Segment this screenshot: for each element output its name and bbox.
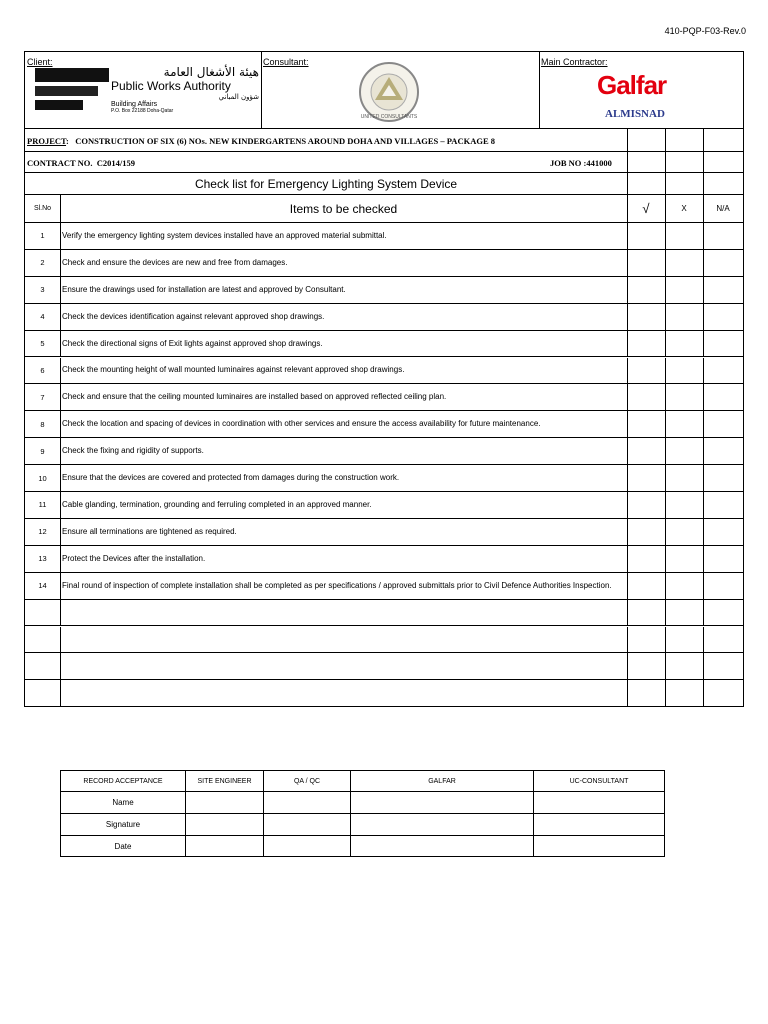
item-number: 6 (40, 365, 45, 375)
check-cell[interactable] (627, 600, 665, 626)
na-cell[interactable] (703, 250, 743, 276)
checklist-row (25, 250, 743, 277)
item-text: Ensure all terminations are tightened as required. (62, 526, 237, 536)
united-consultants-logo (343, 60, 435, 124)
signoff-cell[interactable] (534, 792, 665, 814)
check-cell[interactable] (627, 492, 665, 518)
item-text: Check and ensure the devices are new and free from damages. (62, 257, 288, 267)
column-header-row (25, 195, 743, 223)
check-cell[interactable] (627, 358, 665, 384)
na-cell[interactable] (703, 384, 743, 410)
project-label: PROJECT (27, 136, 67, 146)
na-cell[interactable] (703, 331, 743, 357)
item-number (25, 600, 60, 626)
checklist-row (25, 384, 743, 411)
x-cell[interactable] (665, 653, 703, 679)
checklist-row (25, 492, 743, 519)
item-text: Check the fixing and rigidity of supports. (62, 446, 204, 456)
signoff-cell[interactable] (534, 814, 665, 836)
na-cell[interactable] (703, 411, 743, 437)
signoff-cell[interactable] (534, 836, 665, 857)
client-label: Client: (27, 57, 53, 67)
item-text: Check the mounting height of wall mounted luminaires against relevant approved shop drawings. (62, 365, 405, 375)
header-row (25, 52, 743, 129)
na-cell[interactable] (703, 680, 743, 707)
na-cell[interactable] (703, 653, 743, 679)
x-cell[interactable] (665, 384, 703, 410)
col-check-icon: √ (642, 201, 650, 216)
na-cell[interactable] (703, 492, 743, 518)
item-number: 5 (40, 339, 45, 349)
check-cell[interactable] (627, 573, 665, 599)
x-cell[interactable] (665, 331, 703, 357)
project-row (25, 129, 743, 152)
x-cell[interactable] (665, 519, 703, 545)
item-text: Final round of inspection of complete installation shall be completed as per specifications / approved submittals prior to Civil Defence Authorities Inspection. (62, 580, 612, 590)
item-text: Ensure the drawings used for installation are latest and approved by Consultant. (62, 284, 346, 294)
signoff-cell[interactable] (351, 814, 534, 836)
checklist-row (25, 438, 743, 465)
na-cell[interactable] (703, 600, 743, 626)
checklist-row (25, 411, 743, 438)
contract-row (25, 152, 743, 173)
item-number: 7 (40, 392, 45, 402)
item-text (60, 627, 627, 653)
signoff-cell[interactable] (186, 792, 264, 814)
signoff-cell[interactable] (351, 836, 534, 857)
item-text: Check the location and spacing of devices in coordination with other services and ensure the access availability for future maintenance. (62, 419, 541, 429)
item-number: 2 (40, 258, 45, 268)
checklist-row (25, 277, 743, 304)
col-items: Items to be checked (289, 201, 398, 216)
check-cell[interactable] (627, 680, 665, 707)
check-cell[interactable] (627, 653, 665, 679)
signoff-header: UC-CONSULTANT (534, 771, 665, 792)
item-number: 12 (38, 527, 47, 537)
x-cell[interactable] (665, 438, 703, 464)
item-text: Check the directional signs of Exit lights against approved shop drawings. (62, 338, 323, 348)
checklist-row (25, 465, 743, 492)
x-cell[interactable] (665, 627, 703, 653)
x-cell[interactable] (665, 358, 703, 384)
col-na: N/A (716, 204, 730, 213)
document-reference: 410-PQP-F03-Rev.0 (664, 26, 746, 36)
x-cell[interactable] (665, 304, 703, 330)
item-number: 3 (40, 285, 45, 295)
x-cell[interactable] (665, 250, 703, 276)
na-cell[interactable] (703, 519, 743, 545)
almisnad-label: ALMISNAD (605, 108, 665, 120)
contract-no: C2014/159 (96, 158, 135, 168)
item-number: 10 (38, 473, 47, 483)
pwa-arabic-sub: شؤون المباني (218, 93, 259, 101)
na-cell[interactable] (703, 465, 743, 491)
signoff-table (60, 770, 665, 857)
project-line: PROJECT: CONSTRUCTION OF SIX (6) NOs. NEW KINDERGARTENS AROUND DOHA AND VILLAGES – PACKAGE 8 (27, 136, 495, 146)
checklist-row (25, 600, 743, 627)
item-number: 11 (38, 500, 47, 510)
checklist-form (24, 51, 744, 707)
na-cell[interactable] (703, 627, 743, 653)
check-cell[interactable] (627, 331, 665, 357)
signoff-header: SITE ENGINEER (186, 771, 264, 792)
checklist-row (25, 331, 743, 358)
checklist-row (25, 304, 743, 331)
signoff-row-date (61, 836, 665, 857)
checklist-row (25, 358, 743, 385)
item-number: 8 (40, 419, 45, 429)
pwa-name: Public Works Authority (111, 79, 231, 93)
consultant-label: Consultant: (263, 57, 309, 67)
item-number (25, 680, 60, 707)
item-text: Cable glanding, termination, grounding and ferruling completed in an approved manner. (62, 499, 372, 509)
galfar-logo: Galfar (597, 70, 667, 100)
item-text: Check and ensure that the ceiling mounted luminaires are installed based on approved reflected ceiling plan. (62, 392, 447, 402)
check-cell[interactable] (627, 411, 665, 437)
na-cell[interactable] (703, 546, 743, 572)
signoff-cell[interactable] (351, 792, 534, 814)
signoff-row-name (61, 792, 665, 814)
pwa-dept: Building Affairs (111, 101, 158, 108)
check-cell[interactable] (627, 223, 665, 249)
contract-line (27, 158, 135, 168)
na-cell[interactable] (703, 277, 743, 303)
item-number: 1 (40, 231, 45, 241)
job-no: 441000 (586, 158, 612, 168)
na-cell[interactable] (703, 358, 743, 384)
signoff-cell[interactable] (264, 792, 351, 814)
checklist-title: Check list for Emergency Lighting System Device (194, 177, 458, 191)
item-text: Verify the emergency lighting system devices installed have an approved material submittal. (62, 230, 387, 240)
title-row (25, 173, 743, 195)
job-label: JOB NO : (550, 158, 587, 168)
item-number: 4 (40, 312, 45, 322)
check-cell[interactable] (627, 546, 665, 572)
checklist-row (25, 546, 743, 573)
check-cell[interactable] (627, 384, 665, 410)
checklist-row (25, 223, 743, 250)
signoff-header: GALFAR (351, 771, 534, 792)
project-value: CONSTRUCTION OF SIX (6) NOs. NEW KINDERGARTENS AROUND DOHA AND VILLAGES – PACKAGE 8 (75, 136, 495, 146)
col-x: X (681, 204, 687, 213)
check-cell[interactable] (627, 627, 665, 653)
signoff-row-label: Date (61, 836, 186, 857)
item-text (60, 653, 627, 679)
item-number (25, 653, 60, 679)
signoff-cell[interactable] (186, 814, 264, 836)
check-cell[interactable] (627, 304, 665, 330)
contractor-label: Main Contractor: (541, 57, 608, 67)
job-line (550, 158, 612, 168)
na-cell[interactable] (703, 304, 743, 330)
check-cell[interactable] (627, 438, 665, 464)
item-text: Check the devices identification against relevant approved shop drawings. (62, 311, 325, 321)
check-cell[interactable] (627, 250, 665, 276)
x-cell[interactable] (665, 492, 703, 518)
signoff-header: QA / QC (264, 771, 351, 792)
pwa-arabic: هيئة الأشغال العامة (163, 65, 259, 79)
contract-label: CONTRACT NO. (27, 158, 93, 168)
signoff-row-label: Signature (61, 814, 186, 836)
x-cell[interactable] (665, 411, 703, 437)
x-cell[interactable] (665, 465, 703, 491)
signoff-row-signature (61, 814, 665, 836)
signoff-row-label: Name (61, 792, 186, 814)
na-cell[interactable] (703, 573, 743, 599)
redacted-block (35, 68, 109, 110)
check-cell[interactable] (627, 277, 665, 303)
signoff-cell[interactable] (264, 814, 351, 836)
item-number: 9 (40, 446, 45, 456)
x-cell[interactable] (665, 277, 703, 303)
checklist-row (25, 680, 743, 707)
col-sl-no: Sl.No (33, 205, 52, 212)
signoff-header: RECORD ACCEPTANCE (61, 771, 186, 792)
x-cell[interactable] (665, 546, 703, 572)
item-text (60, 680, 627, 707)
na-cell[interactable] (703, 438, 743, 464)
consultant-logo-text: UNITED CONSULTANTS (360, 114, 418, 120)
item-number: 13 (38, 554, 47, 564)
item-number: 14 (38, 581, 47, 591)
client-logo (111, 65, 259, 114)
checklist-row (25, 519, 743, 546)
na-cell[interactable] (703, 223, 743, 249)
item-number (25, 627, 60, 653)
item-text (60, 600, 627, 626)
item-text: Protect the Devices after the installation. (62, 553, 206, 563)
x-cell[interactable] (665, 600, 703, 626)
signoff-header-row (61, 771, 665, 792)
x-cell[interactable] (665, 223, 703, 249)
signoff-cell[interactable] (264, 836, 351, 857)
pwa-address: P.O. Box 22188 Doha-Qatar (111, 108, 174, 114)
signoff-cell[interactable] (186, 836, 264, 857)
checklist-row (25, 627, 743, 654)
check-cell[interactable] (627, 465, 665, 491)
checklist-row (25, 573, 743, 600)
x-cell[interactable] (665, 680, 703, 707)
check-cell[interactable] (627, 519, 665, 545)
checklist-row (25, 653, 743, 680)
item-text: Ensure that the devices are covered and protected from damages during the construction work. (62, 473, 400, 483)
x-cell[interactable] (665, 573, 703, 599)
